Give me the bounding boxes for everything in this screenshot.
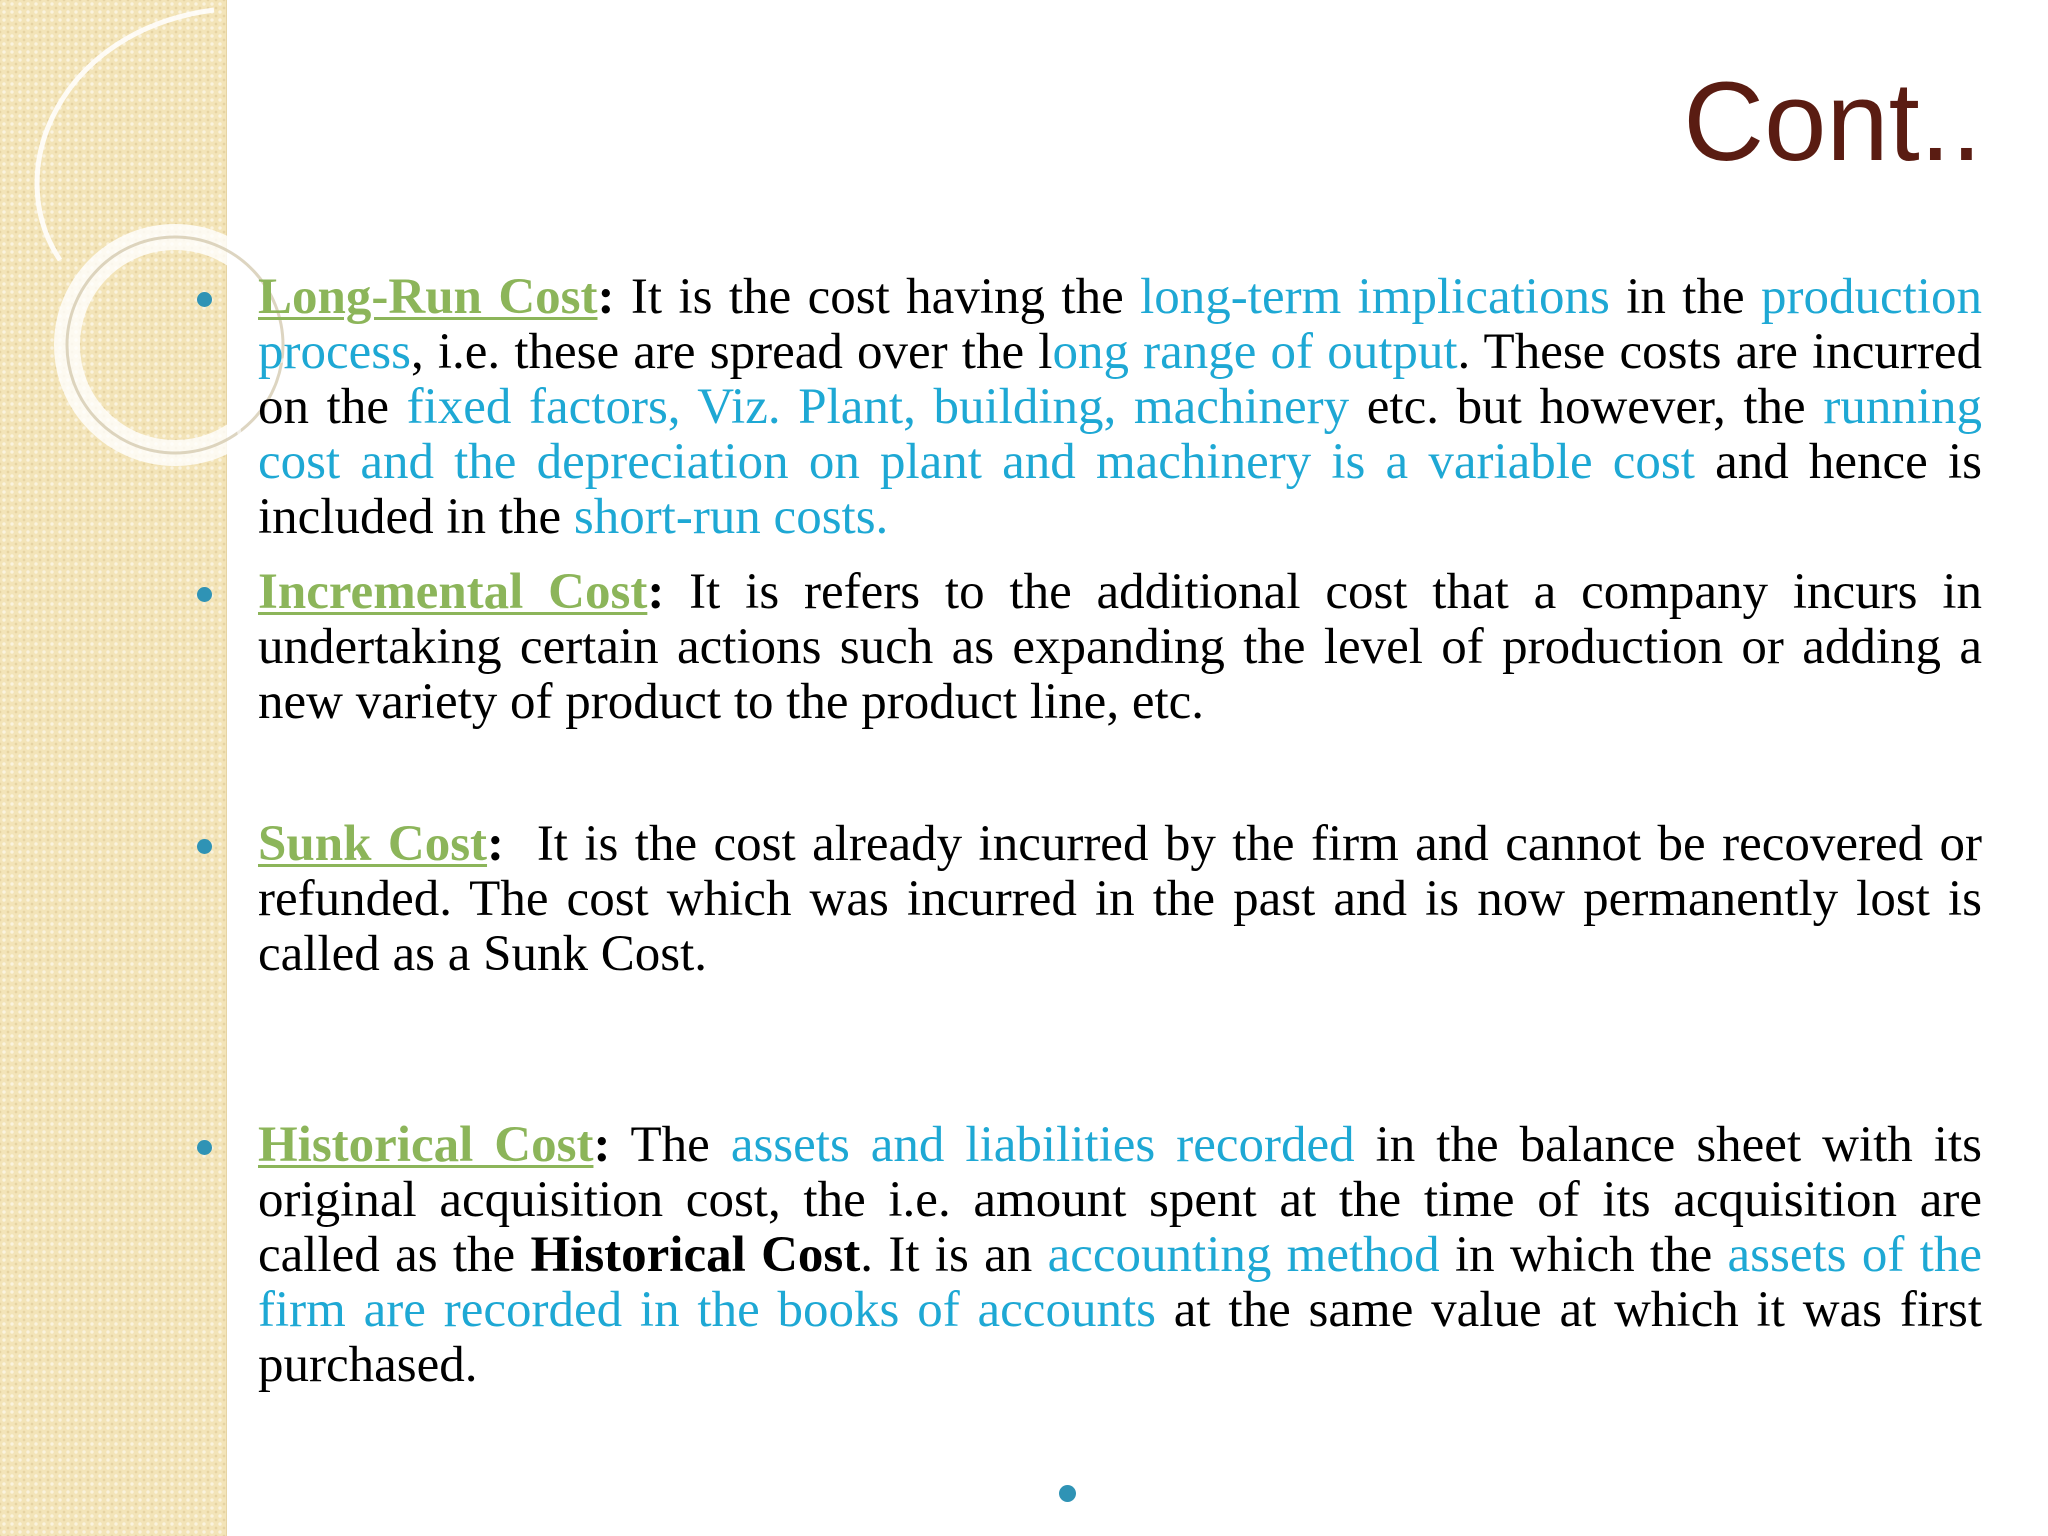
term-incremental-cost: Incremental Cost xyxy=(258,564,648,620)
term-colon: : xyxy=(647,564,665,620)
empty-bullet-icon xyxy=(1059,1485,1076,1502)
highlight-text: long-term implications xyxy=(1140,269,1610,325)
highlight-text: accounting method xyxy=(1047,1227,1440,1283)
bullet-icon xyxy=(197,1140,212,1155)
body-text: in which the xyxy=(1439,1227,1728,1283)
term-colon: : xyxy=(597,269,615,325)
body-text: etc. but however, the xyxy=(1349,379,1824,435)
term-sunk-cost: Sunk Cost xyxy=(258,816,488,872)
body-text: It is the cost having the xyxy=(614,269,1141,325)
body-text: in the balance sheet with its original acquisition cost, the i.e. amount spent at the time of its acquisition are called as the xyxy=(258,1117,1982,1283)
bold-text: Historical Cost xyxy=(530,1227,861,1283)
term-long-run-cost: Long-Run Cost xyxy=(258,269,598,325)
highlight-text: assets and liabilities recorded xyxy=(730,1117,1355,1173)
highlight-text: ong range of output xyxy=(1052,324,1458,380)
body-text: It is the cost already incurred by the firm and cannot be recovered or refunded. The cost which was incurred in the past and is now permanently lost is called as a Sunk Cost. xyxy=(258,816,1995,982)
highlight-text: fixed factors, Viz. Plant, building, machinery xyxy=(406,379,1350,435)
body-text: , i.e. these are spread over the l xyxy=(410,324,1053,380)
body-text: at the same value at which it was first purchased. xyxy=(258,1282,1983,1393)
list-item xyxy=(258,1118,1982,1393)
list-item xyxy=(258,816,1995,982)
term-colon: : xyxy=(593,1117,611,1173)
bullet-icon xyxy=(197,839,212,854)
highlight-text: short-run costs. xyxy=(573,489,889,545)
bullet-icon xyxy=(197,292,212,307)
list-item xyxy=(258,270,1982,545)
bullet-icon xyxy=(197,587,212,602)
term-colon: : xyxy=(487,816,505,872)
highlight-text: production process xyxy=(258,269,1982,380)
highlight-text: assets of the firm are recorded in the books of accounts xyxy=(258,1227,1982,1338)
body-text: . These costs are incurred on the xyxy=(258,324,1982,435)
body-text: in the xyxy=(1609,269,1762,325)
bullet-list xyxy=(258,269,1995,1393)
body-text: The xyxy=(610,1117,731,1173)
slide-title: Cont.. xyxy=(1683,59,1982,184)
term-historical-cost: Historical Cost xyxy=(258,1117,594,1173)
list-item xyxy=(258,565,1982,730)
body-text: It is refers to the additional cost that a company incurs in undertaking certain actions such as expanding the level of production or adding a new variety of product to the product line, etc. xyxy=(258,564,1982,730)
body-text: and hence is included in the xyxy=(258,434,1983,545)
body-text: . It is an xyxy=(860,1227,1048,1283)
highlight-text: running cost and the depreciation on plant and machinery is a variable cost xyxy=(258,379,1983,490)
